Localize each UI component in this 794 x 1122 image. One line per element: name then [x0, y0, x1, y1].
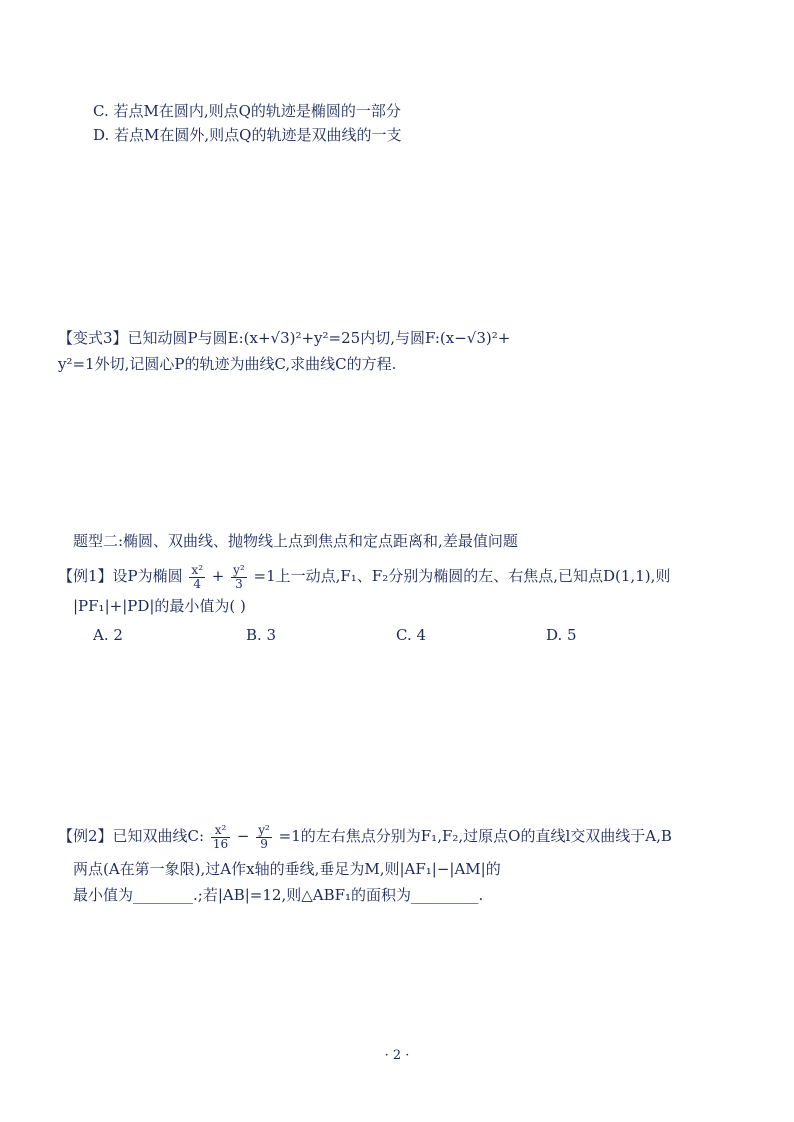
- fraction-denominator: 9: [260, 836, 268, 851]
- example2-line3: 最小值为________.;若|AB|=12,则△ABF₁的面积为_________.: [73, 886, 484, 904]
- example2-line1-pre: 【例2】已知双曲线C:: [58, 827, 205, 845]
- variant3-line1: 【变式3】已知动圆P与圆E:(x+√3)²+y²=25内切,与圆F:(x−√3)²+: [58, 329, 511, 347]
- example2-fraction-y: [256, 824, 272, 851]
- example1-fraction-y: [231, 564, 247, 591]
- example1-option-d: D. 5: [546, 626, 577, 644]
- fraction-numerator: y²: [233, 562, 245, 577]
- fraction-numerator: x²: [191, 562, 203, 577]
- example2-line1-post: =1的左右焦点分别为F₁,F₂,过原点O的直线l交双曲线于A,B: [278, 827, 672, 845]
- variant3-line2: y²=1外切,记圆心P的轨迹为曲线C,求曲线C的方程.: [58, 355, 397, 373]
- fraction-denominator: 4: [193, 576, 202, 591]
- example1-line1-pre: 【例1】设P为椭圆: [58, 567, 183, 585]
- example1-option-c: C. 4: [396, 626, 427, 644]
- example2-line1: [58, 821, 672, 851]
- option-c: C. 若点M在圆内,则点Q的轨迹是椭圆的一部分: [93, 102, 401, 120]
- example1-line1: [58, 561, 670, 591]
- section2-title: 题型二:椭圆、双曲线、抛物线上点到焦点和定点距离和,差最值问题: [73, 532, 518, 550]
- example1-line2: |PF₁|+|PD|的最小值为( ): [73, 597, 246, 615]
- example1-option-b: B. 3: [246, 626, 277, 644]
- fraction-numerator: y²: [258, 822, 270, 837]
- example1-fraction-x: [189, 564, 205, 591]
- option-d: D. 若点M在圆外,则点Q的轨迹是双曲线的一支: [93, 126, 402, 144]
- example2-line2: 两点(A在第一象限),过A作x轴的垂线,垂足为M,则|AF₁|−|AM|的: [73, 860, 501, 878]
- example2-fraction-x: [211, 824, 230, 851]
- page-number: · 2 ·: [384, 1048, 410, 1063]
- fraction-numerator: x²: [211, 824, 230, 838]
- example1-line1-post: =1上一动点,F₁、F₂分别为椭圆的左、右焦点,已知点D(1,1),则: [253, 567, 671, 585]
- plus-sign: +: [211, 567, 225, 585]
- example1-option-a: A. 2: [93, 626, 123, 644]
- fraction-denominator: 3: [235, 576, 243, 591]
- minus-sign: −: [236, 827, 250, 845]
- fraction-denominator: 16: [212, 836, 229, 851]
